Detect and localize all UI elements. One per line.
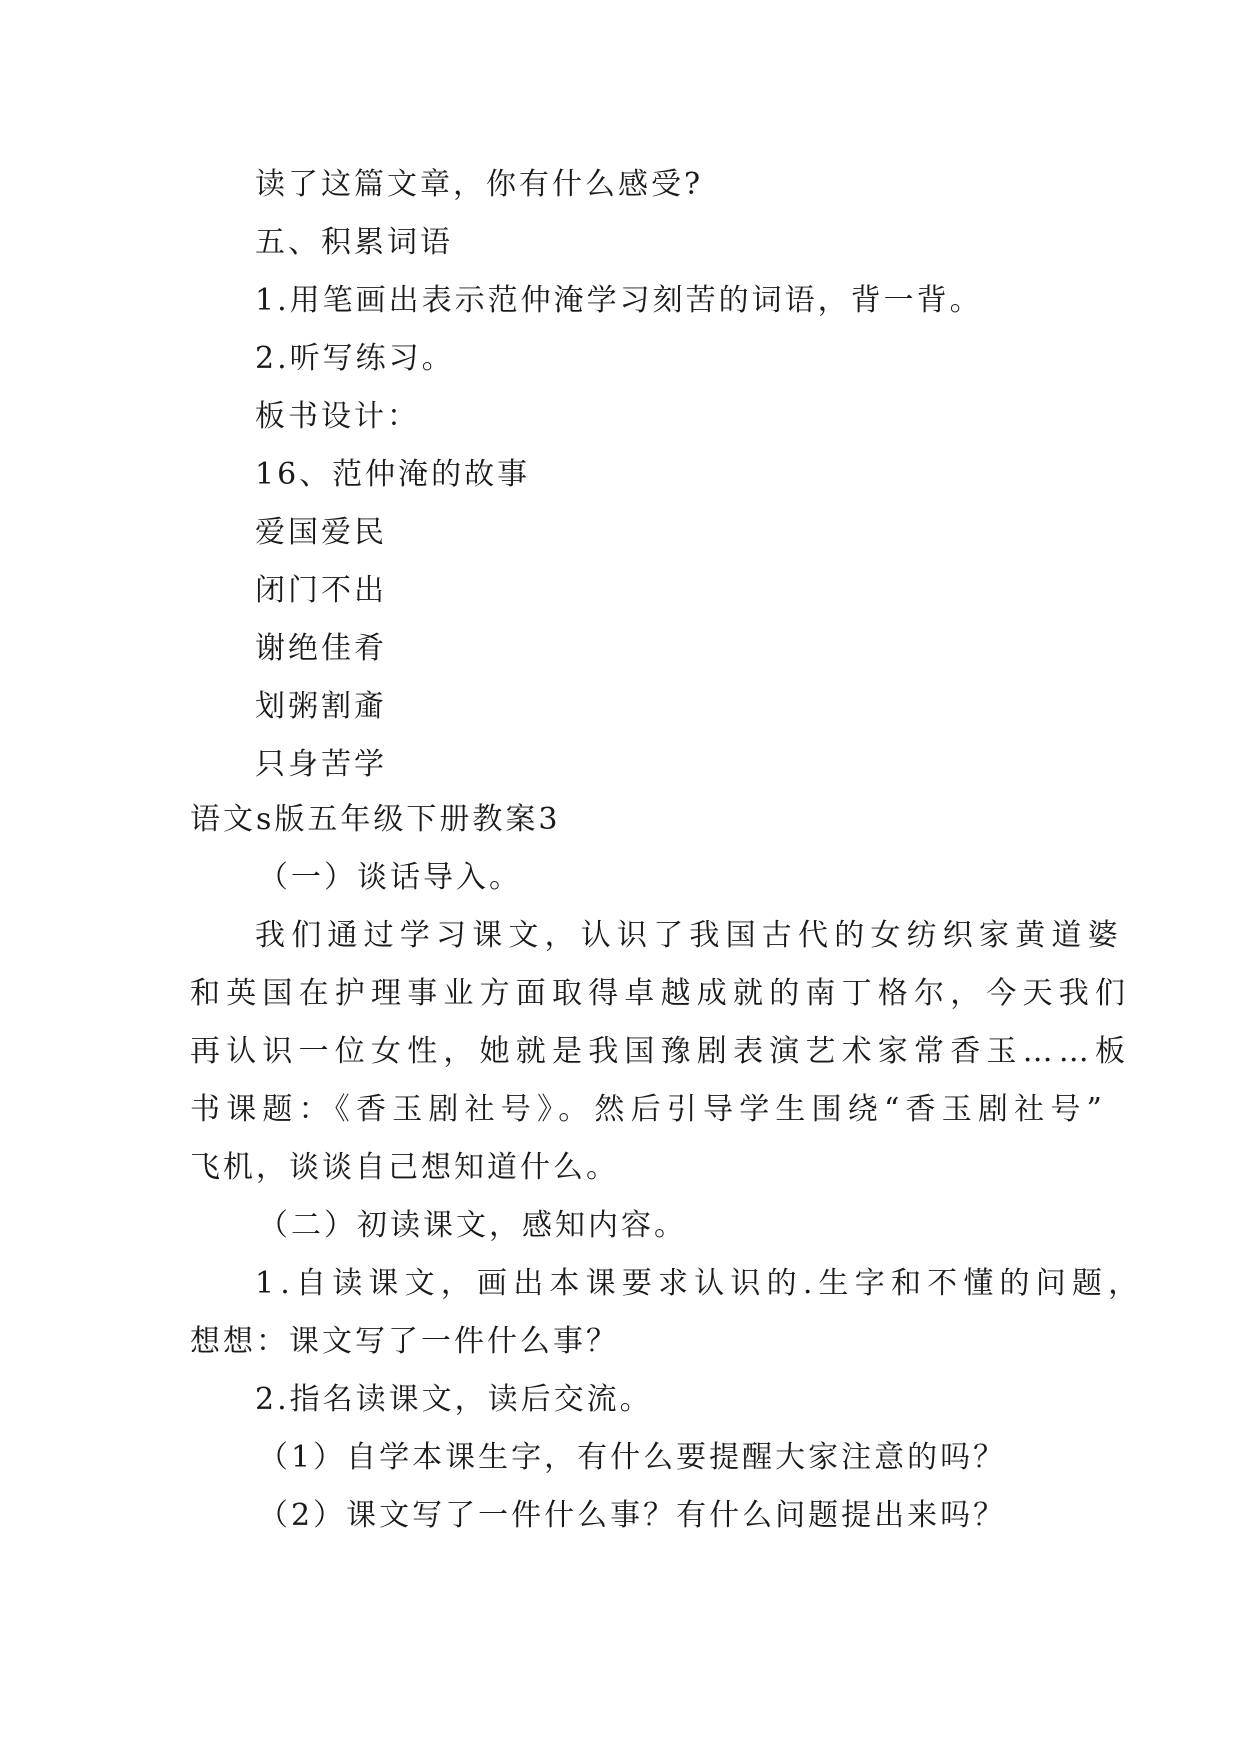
text-line: 划粥割齑 bbox=[255, 689, 387, 724]
text-line: （1）自学本课生字，有什么要提醒大家注意的吗？ bbox=[258, 1440, 1007, 1475]
text-line: 读了这篇文章，你有什么感受? bbox=[255, 167, 704, 202]
text-line: 只身苦学 bbox=[255, 747, 387, 782]
paragraph-line: 再认识一位女性，她就是我国豫剧表演艺术家常香玉……板 bbox=[190, 1034, 1132, 1069]
document-title: 语文s版五年级下册教案3 bbox=[190, 802, 561, 837]
text-line: 16、范仲淹的故事 bbox=[255, 457, 531, 492]
text-line: 谢绝佳肴 bbox=[255, 631, 387, 666]
text-line: 闭门不出 bbox=[255, 573, 387, 608]
text-line: 爱国爱民 bbox=[255, 515, 387, 550]
paragraph-line: 1.自读课文，画出本课要求认识的.生字和不懂的问题， bbox=[255, 1266, 1145, 1301]
text-line: 2.指名读课文，读后交流。 bbox=[255, 1382, 653, 1417]
section-heading: 五、积累词语 bbox=[255, 225, 453, 260]
paragraph-line: 我们通过学习课文，认识了我国古代的女纺织家黄道婆 bbox=[255, 918, 1124, 953]
paragraph-line: 想想：课文写了一件什么事？ bbox=[190, 1324, 619, 1359]
text-line: 1.用笔画出表示范仲淹学习刻苦的词语，背一背。 bbox=[255, 283, 983, 318]
paragraph-line: 和英国在护理事业方面取得卓越成就的南丁格尔，今天我们 bbox=[190, 976, 1132, 1011]
paragraph-line: 书课题：《香玉剧社号》。然后引导学生围绕“香玉剧社号” bbox=[190, 1092, 1109, 1127]
text-line: （2）课文写了一件什么事？有什么问题提出来吗？ bbox=[258, 1498, 1007, 1533]
section-heading: （一）谈话导入。 bbox=[258, 860, 522, 895]
paragraph-line: 飞机，谈谈自己想知道什么。 bbox=[190, 1150, 619, 1185]
section-heading: （二）初读课文，感知内容。 bbox=[258, 1208, 687, 1243]
text-line: 2.听写练习。 bbox=[255, 341, 455, 376]
text-line: 板书设计： bbox=[255, 399, 420, 434]
